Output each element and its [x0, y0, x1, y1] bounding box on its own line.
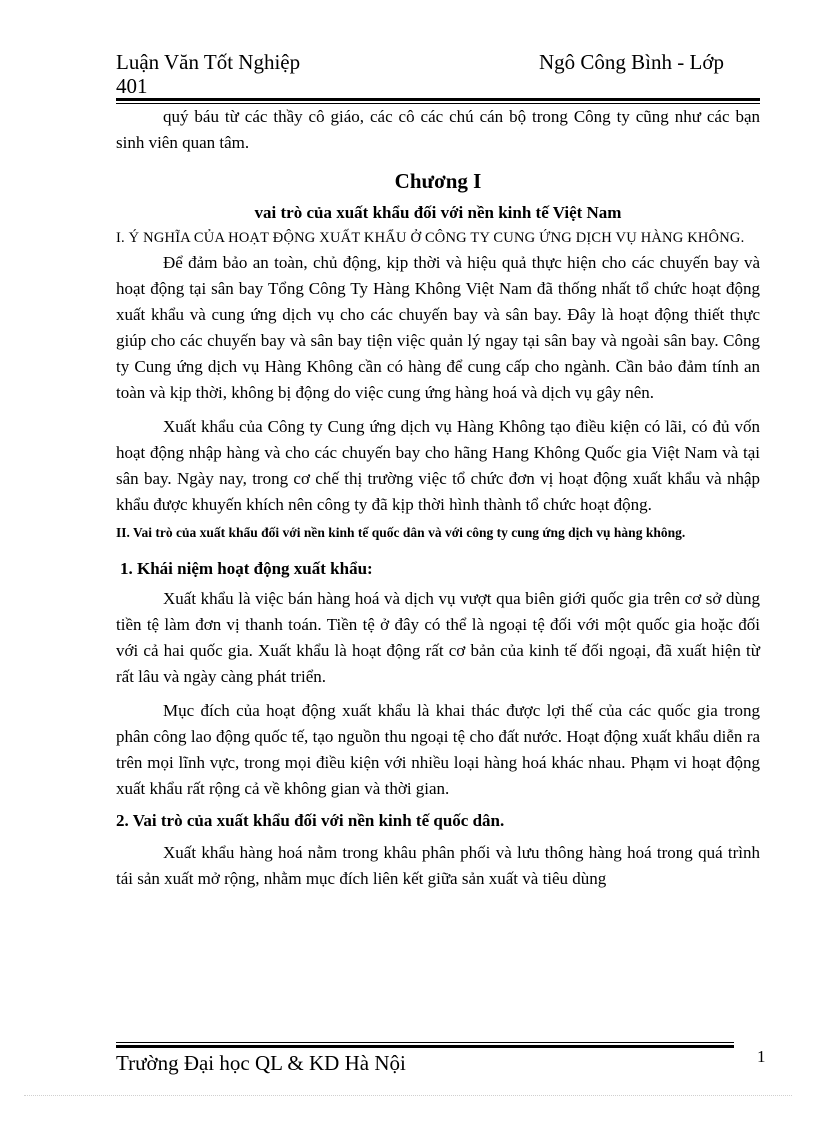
chapter-title: Chương I — [394, 169, 482, 193]
header-author: Ngô Công Bình - Lớp — [539, 50, 724, 74]
footer-rule-thin — [116, 1042, 734, 1043]
header-title: Luận Văn Tốt Nghiệp — [116, 50, 301, 74]
section-1-paragraph-1: Để đảm bảo an toàn, chủ động, kịp thời và hiệu quả thực hiện cho các chuyến bay và hoạt động tại sân bay Tổng Công Ty Hàng Không Việt Nam đã thống nhất tổ chức hoạt động xuất khẩu và cung ứng dịch vụ cho các chuyến bay và sân bay. Đây là hoạt động thiết thực giúp cho các chuyến bay và sân bay tiện việc quản lý ngay tại sân bay và ngoài sân bay. Công ty Cung ứng dịch vụ Hàng Không cần có hàng để cung cấp cho ngành. Cần bảo đảm tính an toàn và kịp thời, không bị động do việc cung ứng hàng hoá và dịch vụ gây nên. — [116, 253, 760, 402]
subsection-1-heading: 1. Khái niệm hoạt động xuất khẩu: — [120, 559, 373, 578]
header-class-number: 401 — [116, 74, 148, 98]
chapter-subtitle: vai trò của xuất khẩu đối với nền kinh tế Việt Nam — [254, 203, 622, 222]
footer-rule-thick — [116, 1045, 734, 1048]
document-body — [116, 104, 760, 892]
subsection-1-paragraph-2: Mục đích của hoạt động xuất khẩu là khai thác được lợi thế của các quốc gia trong phân công lao động quốc tế, tạo nguồn thu ngoại tệ cho đất nước. Hoạt động xuất khẩu diễn ra trên mọi lĩnh vực, trong mọi điều kiện với nhiều loại hàng hoá khác nhau. Phạm vi hoạt động xuất khẩu rất rộng cả về không gian và thời gian. — [116, 701, 760, 798]
section-2-heading: II. Vai trò của xuất khẩu đối với nền kinh tế quốc dân và với công ty cung ứng dịch vụ hàng không. — [116, 525, 686, 540]
page-edge-divider — [24, 1095, 792, 1096]
header-rule-thick — [116, 98, 760, 101]
section-1-paragraph-2: Xuất khẩu của Công ty Cung ứng dịch vụ Hàng Không tạo điều kiện có lãi, có đủ vốn hoạt động nhập hàng và cho các chuyến bay cho hãng Hang Không Quốc gia Việt Nam và tại sân bay. Ngày nay, trong cơ chế thị trường việc tổ chức đơn vị hoạt động xuất khẩu và nhập khẩu được khuyến khích nên công ty đã kịp thời hình thành tổ chức hoạt động. — [116, 417, 760, 514]
page-number: 1 — [757, 1047, 766, 1066]
subsection-2-paragraph-1: Xuất khẩu hàng hoá nằm trong khâu phân phối và lưu thông hàng hoá trong quá trình tái sản xuất mở rộng, nhằm mục đích liên kết giữa sản xuất và tiêu dùng — [116, 843, 760, 888]
header-left — [116, 50, 300, 98]
subsection-2-heading: 2. Vai trò của xuất khẩu đối với nền kinh tế quốc dân. — [116, 811, 505, 830]
section-1-heading: I. Ý NGHĨA CỦA HOẠT ĐỘNG XUẤT KHẨU Ở CÔNG TY CUNG ỨNG DỊCH VỤ HÀNG KHÔNG. — [116, 230, 745, 246]
footer-institution: Trường Đại học QL & KD Hà Nội — [116, 1051, 406, 1075]
intro-paragraph: quý báu từ các thầy cô giáo, các cô các chú cán bộ trong Công ty cũng như các bạn sinh viên quan tâm. — [116, 107, 760, 152]
subsection-1-paragraph-1: Xuất khẩu là việc bán hàng hoá và dịch vụ vượt qua biên giới quốc gia trên cơ sở dùng tiền tệ làm đơn vị thanh toán. Tiền tệ ở đây có thể là ngoại tệ đối với một quốc gia hoặc đối với cả hai quốc gia. Xuất khẩu là hoạt động rất cơ bản của kinh tế đối ngoại, đã xuất hiện từ rất lâu và ngày càng phát triển. — [116, 589, 760, 686]
